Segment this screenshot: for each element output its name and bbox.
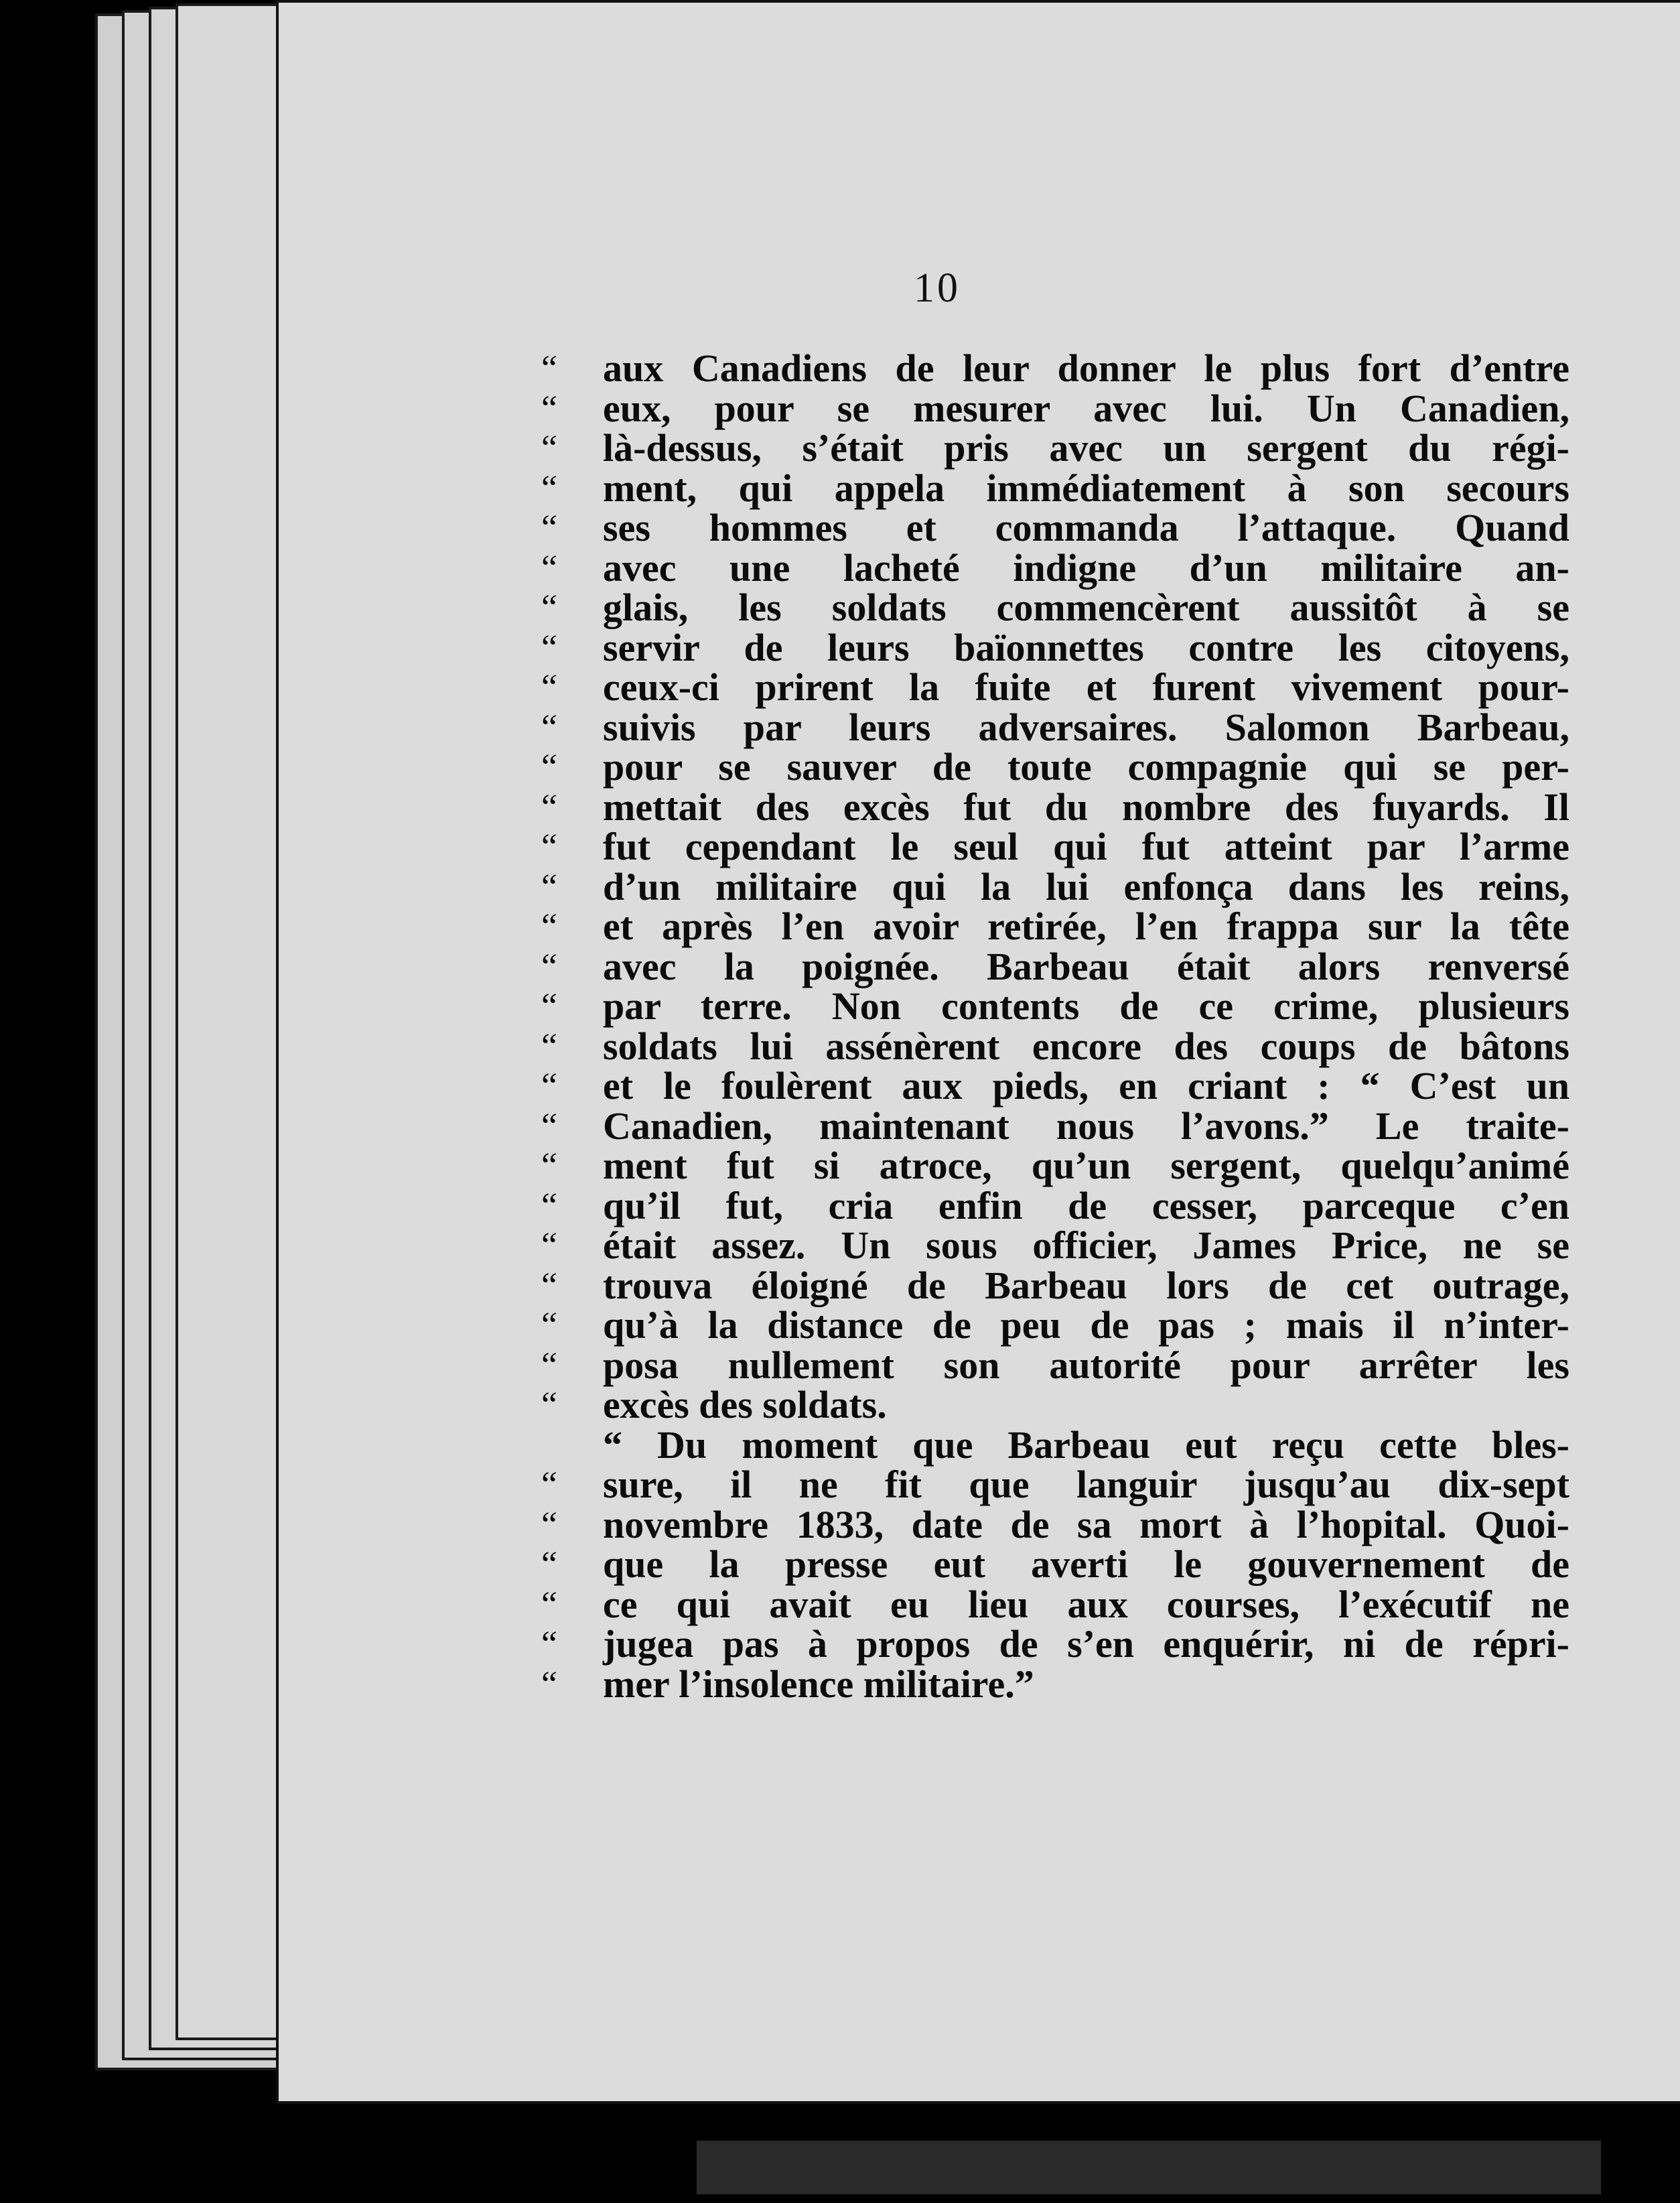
- line-text: servir de leurs baïonnettes contre les citoyens,: [603, 625, 1569, 669]
- text-line: [541, 428, 1569, 468]
- quote-mark: “: [541, 706, 557, 747]
- quote-mark: “: [541, 1663, 557, 1704]
- quote-mark: “: [541, 1384, 557, 1424]
- quote-mark: “: [541, 348, 557, 388]
- quote-mark: “: [541, 467, 557, 508]
- text-line: [541, 1263, 1569, 1307]
- text-line: [541, 705, 1569, 749]
- line-text: trouva éloigné de Barbeau lors de cet outrage,: [603, 1263, 1569, 1307]
- quote-mark: “: [541, 1544, 557, 1584]
- quote-mark: “: [541, 1185, 557, 1225]
- quote-mark: “: [541, 387, 557, 428]
- quote-mark: “: [541, 1464, 557, 1504]
- text-line: [541, 1106, 1569, 1146]
- text-line: [541, 1183, 1569, 1227]
- text-line: [541, 1146, 1569, 1186]
- quote-mark: “: [541, 986, 557, 1026]
- line-text: qu’à la distance de peu de pas ; mais il n’inter-: [603, 1303, 1569, 1347]
- quote-mark: “: [541, 587, 557, 627]
- body-text: [541, 348, 1569, 1704]
- line-text: ceux-ci prirent la fuite et furent vivement pour-: [603, 665, 1569, 709]
- line-text: mer l’insolence militaire.”: [603, 1662, 1034, 1706]
- text-line: [541, 588, 1569, 628]
- line-text: d’un militaire qui la lui enfonça dans les reins,: [603, 864, 1569, 909]
- text-line: [541, 1502, 1569, 1546]
- quote-mark: “: [541, 1305, 557, 1345]
- line-text: ce qui avait eu lieu aux courses, l’exécutif ne: [603, 1582, 1569, 1626]
- line-text: glais, les soldats commencèrent aussitôt à se: [603, 586, 1569, 629]
- line-text: Canadien, maintenant nous l’avons.” Le traite-: [603, 1104, 1569, 1148]
- quote-mark: “: [541, 746, 557, 787]
- quote-mark: “: [541, 826, 557, 866]
- line-text: mettait des excès fut du nombre des fuyards. Il: [603, 785, 1569, 829]
- text-line: [541, 1026, 1569, 1067]
- text-line: [541, 625, 1569, 669]
- text-line: [541, 1385, 1569, 1425]
- quote-mark: “: [541, 427, 557, 468]
- quote-mark: “: [541, 906, 557, 946]
- line-text: posa nullement son autorité pour arrêter les: [603, 1343, 1569, 1387]
- quote-mark: “: [541, 1264, 557, 1305]
- line-text: fut cependant le seul qui fut atteint par l’arme: [603, 825, 1569, 868]
- text-line: [541, 508, 1569, 548]
- line-text: qu’il fut, cria enfin de cesser, parceque c’en: [603, 1183, 1569, 1227]
- line-text: ses hommes et commanda l’attaque. Quand: [603, 506, 1569, 549]
- text-line: [541, 1664, 1569, 1705]
- quote-mark: “: [541, 1225, 557, 1265]
- text-line: [541, 986, 1569, 1026]
- line-text: avec la poignée. Barbeau était alors renversé: [603, 944, 1569, 988]
- text-line: [541, 864, 1569, 909]
- quote-mark: “: [541, 1025, 557, 1066]
- line-text: que la presse eut averti le gouvernement de: [603, 1542, 1569, 1586]
- quote-mark: “: [541, 866, 557, 907]
- line-text: là-dessus, s’était pris avec un sergent du régi-: [603, 426, 1569, 470]
- line-text: par terre. Non contents de ce crime, plusieurs: [603, 984, 1569, 1028]
- line-text: “ Du moment que Barbeau eut reçu cette bles-: [603, 1422, 1569, 1467]
- text-line: [541, 1465, 1569, 1505]
- text-line: [541, 468, 1569, 509]
- text-line: [541, 545, 1569, 590]
- quote-mark: “: [541, 1583, 557, 1624]
- quote-mark: “: [541, 547, 557, 588]
- quote-mark: “: [541, 1145, 557, 1185]
- quote-mark: “: [541, 1105, 557, 1146]
- quote-mark: “: [541, 507, 557, 547]
- text-line: [541, 1582, 1569, 1626]
- line-text: ment fut si atroce, qu’un sergent, quelqu’animé: [603, 1144, 1569, 1187]
- line-text: et après l’en avoir retirée, l’en frappa sur la tête: [603, 905, 1569, 948]
- quote-mark: “: [541, 1065, 557, 1106]
- quote-mark: “: [541, 1623, 557, 1664]
- line-text: eux, pour se mesurer avec lui. Un Canadien,: [603, 386, 1569, 430]
- text-line: [541, 1345, 1569, 1386]
- line-text: pour se sauver de toute compagnie qui se per-: [603, 745, 1569, 789]
- quote-mark: “: [541, 945, 557, 986]
- text-line: [541, 1544, 1569, 1585]
- line-text: jugea pas à propos de s’en enquérir, ni de répri-: [603, 1622, 1569, 1666]
- line-text: avec une lacheté indigne d’un militaire an-: [603, 545, 1569, 590]
- line-text: suivis par leurs adversaires. Salomon Barbeau,: [603, 705, 1569, 749]
- line-text: ment, qui appela immédiatement à son secours: [603, 466, 1569, 510]
- text-line: [541, 1225, 1569, 1266]
- line-text: soldats lui assénèrent encore des coups de bâtons: [603, 1024, 1569, 1068]
- text-line: [541, 907, 1569, 947]
- line-text: était assez. Un sous officier, James Price, ne se: [603, 1223, 1569, 1267]
- quote-mark: “: [541, 667, 557, 707]
- page-edge-shadow: [697, 2141, 1601, 2194]
- line-text: sure, il ne fit que languir jusqu’au dix-sept: [603, 1463, 1569, 1506]
- quote-mark: “: [541, 1504, 557, 1544]
- text-line: [541, 1066, 1569, 1106]
- quote-mark: “: [541, 786, 557, 827]
- line-text: aux Canadiens de leur donner le plus fort d’entre: [603, 346, 1569, 390]
- text-line: [541, 1422, 1569, 1467]
- text-line: [541, 667, 1569, 708]
- page-number: 10: [914, 265, 961, 311]
- line-text: novembre 1833, date de sa mort à l’hopital. Quoi-: [603, 1502, 1569, 1546]
- quote-mark: “: [541, 626, 557, 667]
- line-text: et le foulèrent aux pieds, en criant : “ C’est un: [603, 1064, 1569, 1108]
- text-line: [541, 1624, 1569, 1664]
- text-line: [541, 827, 1569, 867]
- text-line: [541, 944, 1569, 988]
- line-text: excès des soldats.: [603, 1383, 887, 1426]
- text-line: [541, 348, 1569, 389]
- text-line: [541, 787, 1569, 827]
- text-line: [541, 1305, 1569, 1345]
- text-line: [541, 747, 1569, 787]
- quote-mark: “: [541, 1344, 557, 1385]
- text-line: [541, 386, 1569, 430]
